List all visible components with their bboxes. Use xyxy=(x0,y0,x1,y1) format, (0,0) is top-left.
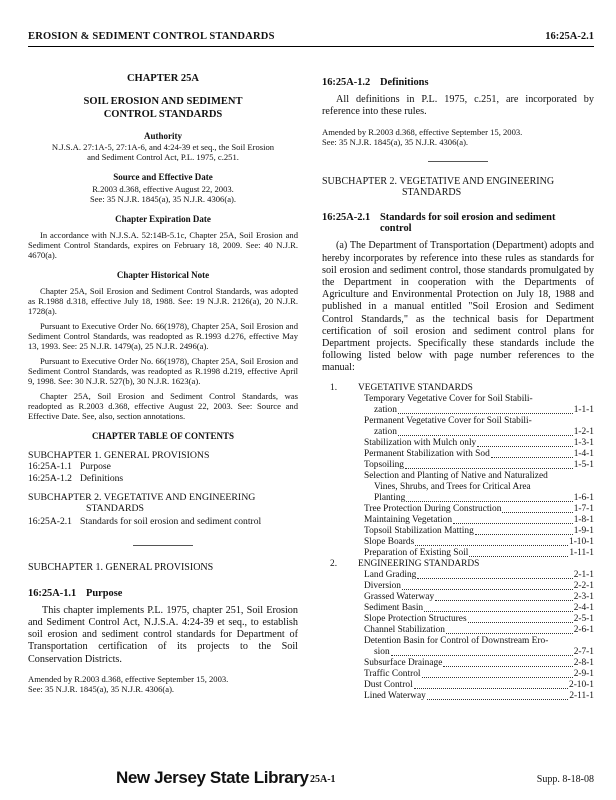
authority-heading: Authority xyxy=(144,131,182,142)
expiration-text: In accordance with N.J.S.A. 52:14B-5.1c, Chapter 25A, Soil Erosion and Sediment Control Standards, expires on February 18, 2009. See: 40 N.J.R. 4670(a). xyxy=(28,229,298,260)
leader-dots xyxy=(405,468,573,469)
amendment-line-2: See: 35 N.J.R. 1845(a), 35 N.J.R. 4306(a). xyxy=(322,136,469,147)
history-paragraph-4: Chapter 25A, Soil Erosion and Sediment Control Standards, was readopted as R.2003 d.368, effective August 22, 2003. See: Source and Effective Date. See, also, section annotations. xyxy=(28,391,298,422)
leader-dots xyxy=(422,677,573,678)
divider xyxy=(133,545,193,546)
section-1-2-heading xyxy=(322,77,594,88)
page-footer xyxy=(28,768,594,792)
entry-title-line: Permanent Vegetative Cover for Soil Stabili- xyxy=(364,415,532,426)
section-1-2-amendment xyxy=(322,127,594,147)
section-2-1-heading xyxy=(322,212,594,234)
section-1-2-body: All definitions in P.L. 1975, c.251, are incorporated by reference into these rules. xyxy=(322,94,594,118)
toc-heading: CHAPTER TABLE OF CONTENTS xyxy=(91,431,235,442)
leader-dots xyxy=(414,688,568,689)
entry-page: 1-11-1 xyxy=(569,547,594,558)
toc-entry-1-2[interactable] xyxy=(28,473,298,484)
entry-page: 1-4-1 xyxy=(573,448,594,459)
toc-entry-title: Purpose xyxy=(80,461,111,473)
entry-title: Slope Boards xyxy=(364,536,415,547)
list-item xyxy=(322,471,594,504)
entry-page: 2-3-1 xyxy=(573,591,594,602)
source-heading: Source and Effective Date xyxy=(113,172,213,183)
entry-page: 1-10-1 xyxy=(569,536,594,547)
entry-page: 2-4-1 xyxy=(573,602,594,613)
entry-page: 1-8-1 xyxy=(573,514,594,525)
entry-page: 2-8-1 xyxy=(573,657,594,668)
entry-title: Stabilization with Mulch only xyxy=(364,437,477,448)
standards-list xyxy=(322,383,594,702)
list-item xyxy=(322,449,594,460)
section-title: Purpose xyxy=(86,587,123,599)
list-item xyxy=(322,460,594,471)
list-heading: VEGETATIVE STANDARDS xyxy=(358,382,473,393)
entry-title-line: Vines, Shrubs, and Trees for Critical Area xyxy=(374,481,531,492)
page-number: 25A-1 xyxy=(310,774,336,785)
list-item xyxy=(322,669,594,680)
toc-entry-number: 16:25A-2.1 xyxy=(28,516,72,528)
history-paragraph-3: Pursuant to Executive Order No. 66(1978), Chapter 25A, Soil Erosion and Sediment Control Standards, was readopted as R.1998 d.219, effective April 9, 1998. See: 30 N.J.R. 527(b), 30 N.J.R. 1623(a). xyxy=(28,356,298,387)
section-number: 16:25A-1.2 xyxy=(322,77,371,88)
standard-heading-vegetative xyxy=(322,383,594,394)
entry-title: Sediment Basin xyxy=(364,602,424,613)
entry-title: Slope Protection Structures xyxy=(364,613,467,624)
entry-title: Dust Control xyxy=(364,679,413,690)
history-heading: Chapter Historical Note xyxy=(116,269,210,280)
toc-entry-2-1[interactable] xyxy=(28,516,298,527)
toc-subchapter-2-line-2: STANDARDS xyxy=(86,503,145,515)
list-item xyxy=(322,526,594,537)
leader-dots xyxy=(502,512,572,513)
section-1-1-body: This chapter implements P.L. 1975, chapter 251, Soil Erosion and Sediment Control Act, N.J.S.A. 4:24-39 et seq., to establish soil erosion and sediment control standards for Department of Transportation certification of its projects to the Soil Conservation Districts. xyxy=(28,604,298,665)
subchapter-2-line-2: STANDARDS xyxy=(402,186,462,198)
history-paragraph-2: Pursuant to Executive Order No. 66(1978), Chapter 25A, Soil Erosion and Sediment Control Standards, was readopted as R.1993 d.276, effective May 13, 1993. See: 25 N.J.R. 1479(a), 25 N.J.R. 2496(a). xyxy=(28,321,298,352)
toc-entry-1-1[interactable] xyxy=(28,461,298,472)
entry-page: 1-9-1 xyxy=(573,525,594,536)
list-item xyxy=(322,515,594,526)
entry-page: 1-6-1 xyxy=(573,492,594,503)
entry-title: Land Grading xyxy=(364,569,417,580)
chapter-title-line-2: CONTROL STANDARDS xyxy=(103,109,223,121)
toc-subchapter-2-line-1: SUBCHAPTER 2. VEGETATIVE AND ENGINEERING xyxy=(28,491,256,503)
section-1-1-amendment xyxy=(28,674,298,694)
source-text xyxy=(28,184,298,204)
leader-dots xyxy=(491,457,573,458)
list-item xyxy=(322,537,594,548)
authority-line-1: N.J.S.A. 27:1A-5, 27:1A-6, and 4:24-39 et seq., the Soil Erosion xyxy=(51,142,275,153)
entry-line xyxy=(322,647,594,658)
entry-page: 2-6-1 xyxy=(573,624,594,635)
supplement-date: Supp. 8-18-08 xyxy=(536,774,594,785)
expiration-heading: Chapter Expiration Date xyxy=(115,213,211,224)
list-item xyxy=(322,416,594,438)
entry-title: Lined Waterway xyxy=(364,690,426,701)
subchapter-2-line-1: SUBCHAPTER 2. VEGETATIVE AND ENGINEERING xyxy=(322,175,555,187)
entry-title: sion xyxy=(374,646,390,657)
leader-dots xyxy=(391,655,573,656)
leader-dots xyxy=(398,435,573,436)
leader-dots xyxy=(415,545,568,546)
entry-title-line: Detention Basin for Control of Downstream Ero- xyxy=(364,635,549,646)
right-column xyxy=(322,62,594,702)
entry-page: 2-2-1 xyxy=(573,580,594,591)
section-title-line-1: Standards for soil erosion and sediment xyxy=(380,212,556,224)
source-line-2: See: 35 N.J.R. 1845(a), 35 N.J.R. 4306(a). xyxy=(89,193,237,204)
leader-dots xyxy=(475,534,573,535)
list-item xyxy=(322,548,594,559)
leader-dots xyxy=(427,699,569,700)
entry-title: Planting xyxy=(374,492,406,503)
entry-title: Diversion xyxy=(364,580,401,591)
header-title: EROSION & SEDIMENT CONTROL STANDARDS xyxy=(28,31,275,42)
library-watermark: New Jersey State Library xyxy=(116,768,309,787)
entry-title: Permanent Stabilization with Sod xyxy=(364,448,490,459)
list-item xyxy=(322,680,594,691)
toc-entry-number: 16:25A-1.1 xyxy=(28,461,72,473)
toc-entry-title: Definitions xyxy=(80,472,124,484)
list-item xyxy=(322,504,594,515)
entry-title: Topsoiling xyxy=(364,459,404,470)
divider xyxy=(428,161,488,162)
entry-page: 2-11-1 xyxy=(569,690,594,701)
header-section-number: 16:25A-2.1 xyxy=(545,31,594,42)
leader-dots xyxy=(417,578,572,579)
left-column xyxy=(28,62,298,694)
entry-page: 2-9-1 xyxy=(573,668,594,679)
toc-subchapter-1: SUBCHAPTER 1. GENERAL PROVISIONS xyxy=(28,450,210,462)
entry-page: 1-3-1 xyxy=(573,437,594,448)
toc-entry-title: Standards for soil erosion and sediment control xyxy=(80,516,262,528)
entry-page: 2-7-1 xyxy=(573,646,594,657)
list-item xyxy=(322,614,594,625)
authority-text xyxy=(28,142,298,162)
amendment-line-1: Amended by R.2003 d.368, effective September 15, 2003. xyxy=(28,673,229,684)
list-heading: ENGINEERING STANDARDS xyxy=(358,558,480,569)
list-item xyxy=(322,625,594,636)
list-item xyxy=(322,691,594,702)
source-line-1: R.2003 d.368, effective August 22, 2003. xyxy=(92,183,234,194)
section-number: 16:25A-1.1 xyxy=(28,587,77,599)
toc-subchapter-2 xyxy=(28,492,298,514)
list-item xyxy=(322,570,594,581)
list-item xyxy=(322,658,594,669)
entry-title: Subsurface Drainage xyxy=(364,657,443,668)
entry-page: 2-10-1 xyxy=(569,679,594,690)
section-title: Definitions xyxy=(380,77,429,88)
entry-title: Preparation of Existing Soil xyxy=(364,547,469,558)
entry-title: zation xyxy=(374,426,397,437)
leader-dots xyxy=(443,666,572,667)
entry-title: Grassed Waterway xyxy=(364,591,435,602)
leader-dots xyxy=(453,523,573,524)
entry-title: Channel Stabilization xyxy=(364,624,445,635)
entry-line xyxy=(322,427,594,438)
list-item xyxy=(322,592,594,603)
section-title-line-2: control xyxy=(380,223,412,235)
entry-title-line: Selection and Planting of Native and Naturalized xyxy=(364,470,548,481)
entry-title-line: Temporary Vegetative Cover for Soil Stabili- xyxy=(364,393,533,404)
standard-heading-engineering xyxy=(322,559,594,570)
entry-title: Topsoil Stabilization Matting xyxy=(364,525,474,536)
entry-title: Maintaining Vegetation xyxy=(364,514,453,525)
authority-line-2: and Sediment Control Act, P.L. 1975, c.251. xyxy=(87,152,239,163)
entry-page: 1-1-1 xyxy=(573,404,594,415)
entry-line xyxy=(322,493,594,504)
entry-page: 1-7-1 xyxy=(573,503,594,514)
leader-dots xyxy=(424,611,573,612)
list-item xyxy=(322,636,594,658)
list-item xyxy=(322,438,594,449)
list-item xyxy=(322,581,594,592)
section-1-1-heading xyxy=(28,588,298,599)
list-item xyxy=(322,394,594,416)
section-title xyxy=(380,212,555,234)
leader-dots xyxy=(446,633,573,634)
history-paragraph-1: Chapter 25A, Soil Erosion and Sediment Control Standards, was adopted as R.1988 d.318, effective July 18, 1988. See: 19 N.J.R. 2126(a), 20 N.J.R. 1728(a). xyxy=(28,286,298,317)
toc-entry-number: 16:25A-1.2 xyxy=(28,472,72,484)
leader-dots xyxy=(398,413,573,414)
subchapter-1-heading: SUBCHAPTER 1. GENERAL PROVISIONS xyxy=(28,562,214,574)
list-number: 1. xyxy=(330,382,338,393)
leader-dots xyxy=(477,446,572,447)
leader-dots xyxy=(435,600,573,601)
amendment-line-1: Amended by R.2003 d.368, effective September 15, 2003. xyxy=(322,126,523,137)
list-number: 2. xyxy=(330,558,338,569)
leader-dots xyxy=(469,556,568,557)
entry-title: zation xyxy=(374,404,397,415)
running-header xyxy=(28,28,594,47)
entry-line xyxy=(322,405,594,416)
subchapter-2-heading xyxy=(322,176,594,198)
entry-page: 1-5-1 xyxy=(573,459,594,470)
entry-title: Tree Protection During Construction xyxy=(364,503,502,514)
entry-page: 1-2-1 xyxy=(573,426,594,437)
amendment-line-2: See: 35 N.J.R. 1845(a), 35 N.J.R. 4306(a). xyxy=(28,683,175,694)
entry-title: Traffic Control xyxy=(364,668,421,679)
chapter-title xyxy=(28,95,298,121)
section-number: 16:25A-2.1 xyxy=(322,212,371,224)
entry-page: 2-1-1 xyxy=(573,569,594,580)
entry-page: 2-5-1 xyxy=(573,613,594,624)
chapter-number: CHAPTER 25A xyxy=(126,73,200,84)
leader-dots xyxy=(468,622,573,623)
chapter-title-line-1: SOIL EROSION AND SEDIMENT xyxy=(83,96,243,108)
leader-dots xyxy=(406,501,572,502)
list-item xyxy=(322,603,594,614)
leader-dots xyxy=(402,589,573,590)
section-2-1-body: (a) The Department of Transportation (Department) adopts and hereby incorporates by reference into these rules as standards for soil erosion and sediment control, those standards promulgated by the Department in cooperation with the Departments of Agriculture and Environmental Protection on July 18, 1988 and published in a manual entitled "Soil Erosion and Sediment Control Standards," as the technical basis for Department certification of soil erosion and sediment control plans for Department projects. Specifically these standards include the following listed below with page number references to the manual: xyxy=(322,240,594,374)
